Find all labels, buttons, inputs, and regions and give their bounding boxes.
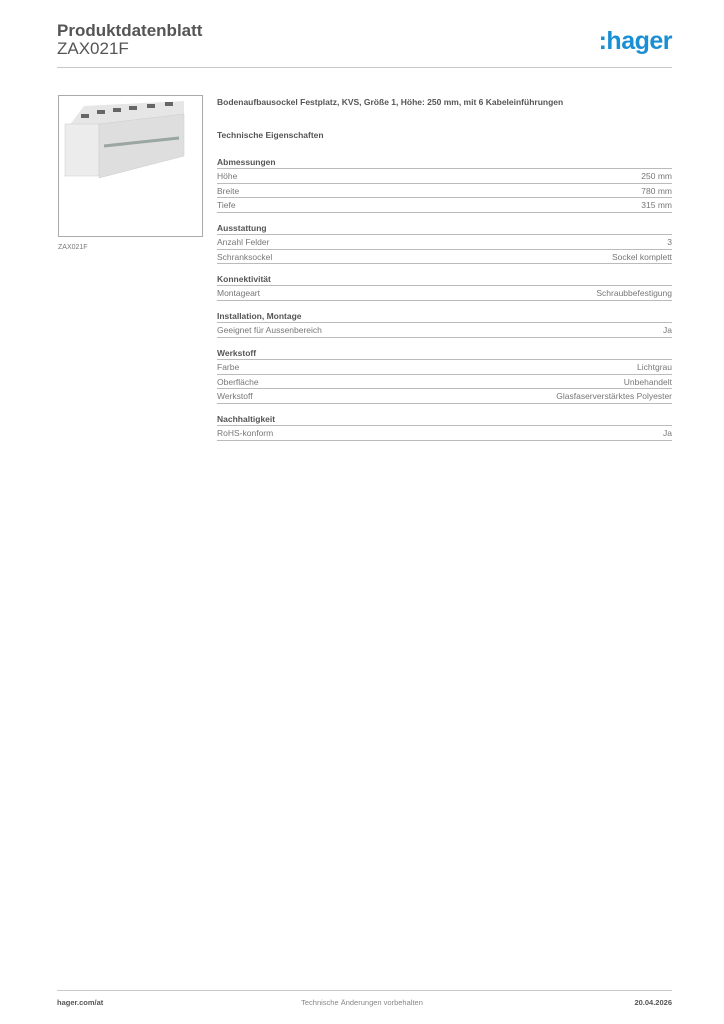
spec-label: Montageart <box>217 288 260 299</box>
spec-label: Oberfläche <box>217 376 259 387</box>
section-heading: Ausstattung <box>217 221 672 235</box>
spec-value: Schraubbefestigung <box>596 288 672 299</box>
product-image <box>58 95 203 237</box>
spec-label: Anzahl Felder <box>217 237 270 248</box>
footer-website[interactable]: hager.com/at <box>57 998 104 1007</box>
hager-logo: :hager <box>598 27 672 55</box>
spec-row <box>217 235 672 250</box>
footer-divider <box>57 990 672 991</box>
spec-value: Lichtgrau <box>637 361 672 372</box>
tech-properties-title: Technische Eigenschaften <box>217 130 324 140</box>
spec-table <box>217 155 672 449</box>
spec-value: 3 <box>667 237 672 248</box>
section-heading: Werkstoff <box>217 346 672 360</box>
product-code: ZAX021F <box>57 39 129 58</box>
spec-label: RoHS-konform <box>217 427 274 438</box>
spec-label: Werkstoff <box>217 391 253 402</box>
section-heading: Abmessungen <box>217 155 672 169</box>
spec-row <box>217 169 672 184</box>
section-heading: Nachhaltigkeit <box>217 412 672 426</box>
spec-value: 780 mm <box>641 185 672 196</box>
spec-row <box>217 198 672 213</box>
section-heading: Installation, Montage <box>217 309 672 323</box>
spec-value: Sockel komplett <box>612 251 672 262</box>
spec-value: Unbehandelt <box>623 376 672 387</box>
spec-label: Schranksockel <box>217 251 273 262</box>
section-heading: Konnektivität <box>217 272 672 286</box>
spec-label: Geeignet für Aussenbereich <box>217 325 322 336</box>
spec-section <box>217 412 672 441</box>
spec-section <box>217 346 672 404</box>
header-divider <box>57 67 672 68</box>
spec-section <box>217 155 672 213</box>
spec-label: Farbe <box>217 361 240 372</box>
footer-notice: Technische Änderungen vorbehalten <box>301 998 423 1007</box>
spec-value: Ja <box>663 427 672 438</box>
spec-section <box>217 221 672 264</box>
spec-row <box>217 426 672 441</box>
spec-row <box>217 250 672 265</box>
product-description: Bodenaufbausockel Festplatz, KVS, Größe 1, Höhe: 250 mm, mit 6 Kabeleinführungen <box>217 97 564 107</box>
image-caption: ZAX021F <box>58 244 88 251</box>
spec-section <box>217 272 672 301</box>
spec-row <box>217 323 672 338</box>
footer-date: 20.04.2026 <box>634 998 672 1007</box>
spec-label: Höhe <box>217 171 238 181</box>
page-title: Produktdatenblatt <box>57 21 203 40</box>
spec-value: Glasfaserverstärktes Polyester <box>556 391 672 402</box>
spec-value: 315 mm <box>641 200 672 211</box>
spec-row <box>217 389 672 404</box>
spec-row <box>217 360 672 375</box>
spec-value: Ja <box>663 325 672 336</box>
spec-label: Tiefe <box>217 200 236 211</box>
spec-label: Breite <box>217 185 240 196</box>
spec-row <box>217 375 672 390</box>
spec-row <box>217 286 672 301</box>
spec-section <box>217 309 672 338</box>
spec-row <box>217 184 672 199</box>
spec-value: 250 mm <box>641 171 672 181</box>
